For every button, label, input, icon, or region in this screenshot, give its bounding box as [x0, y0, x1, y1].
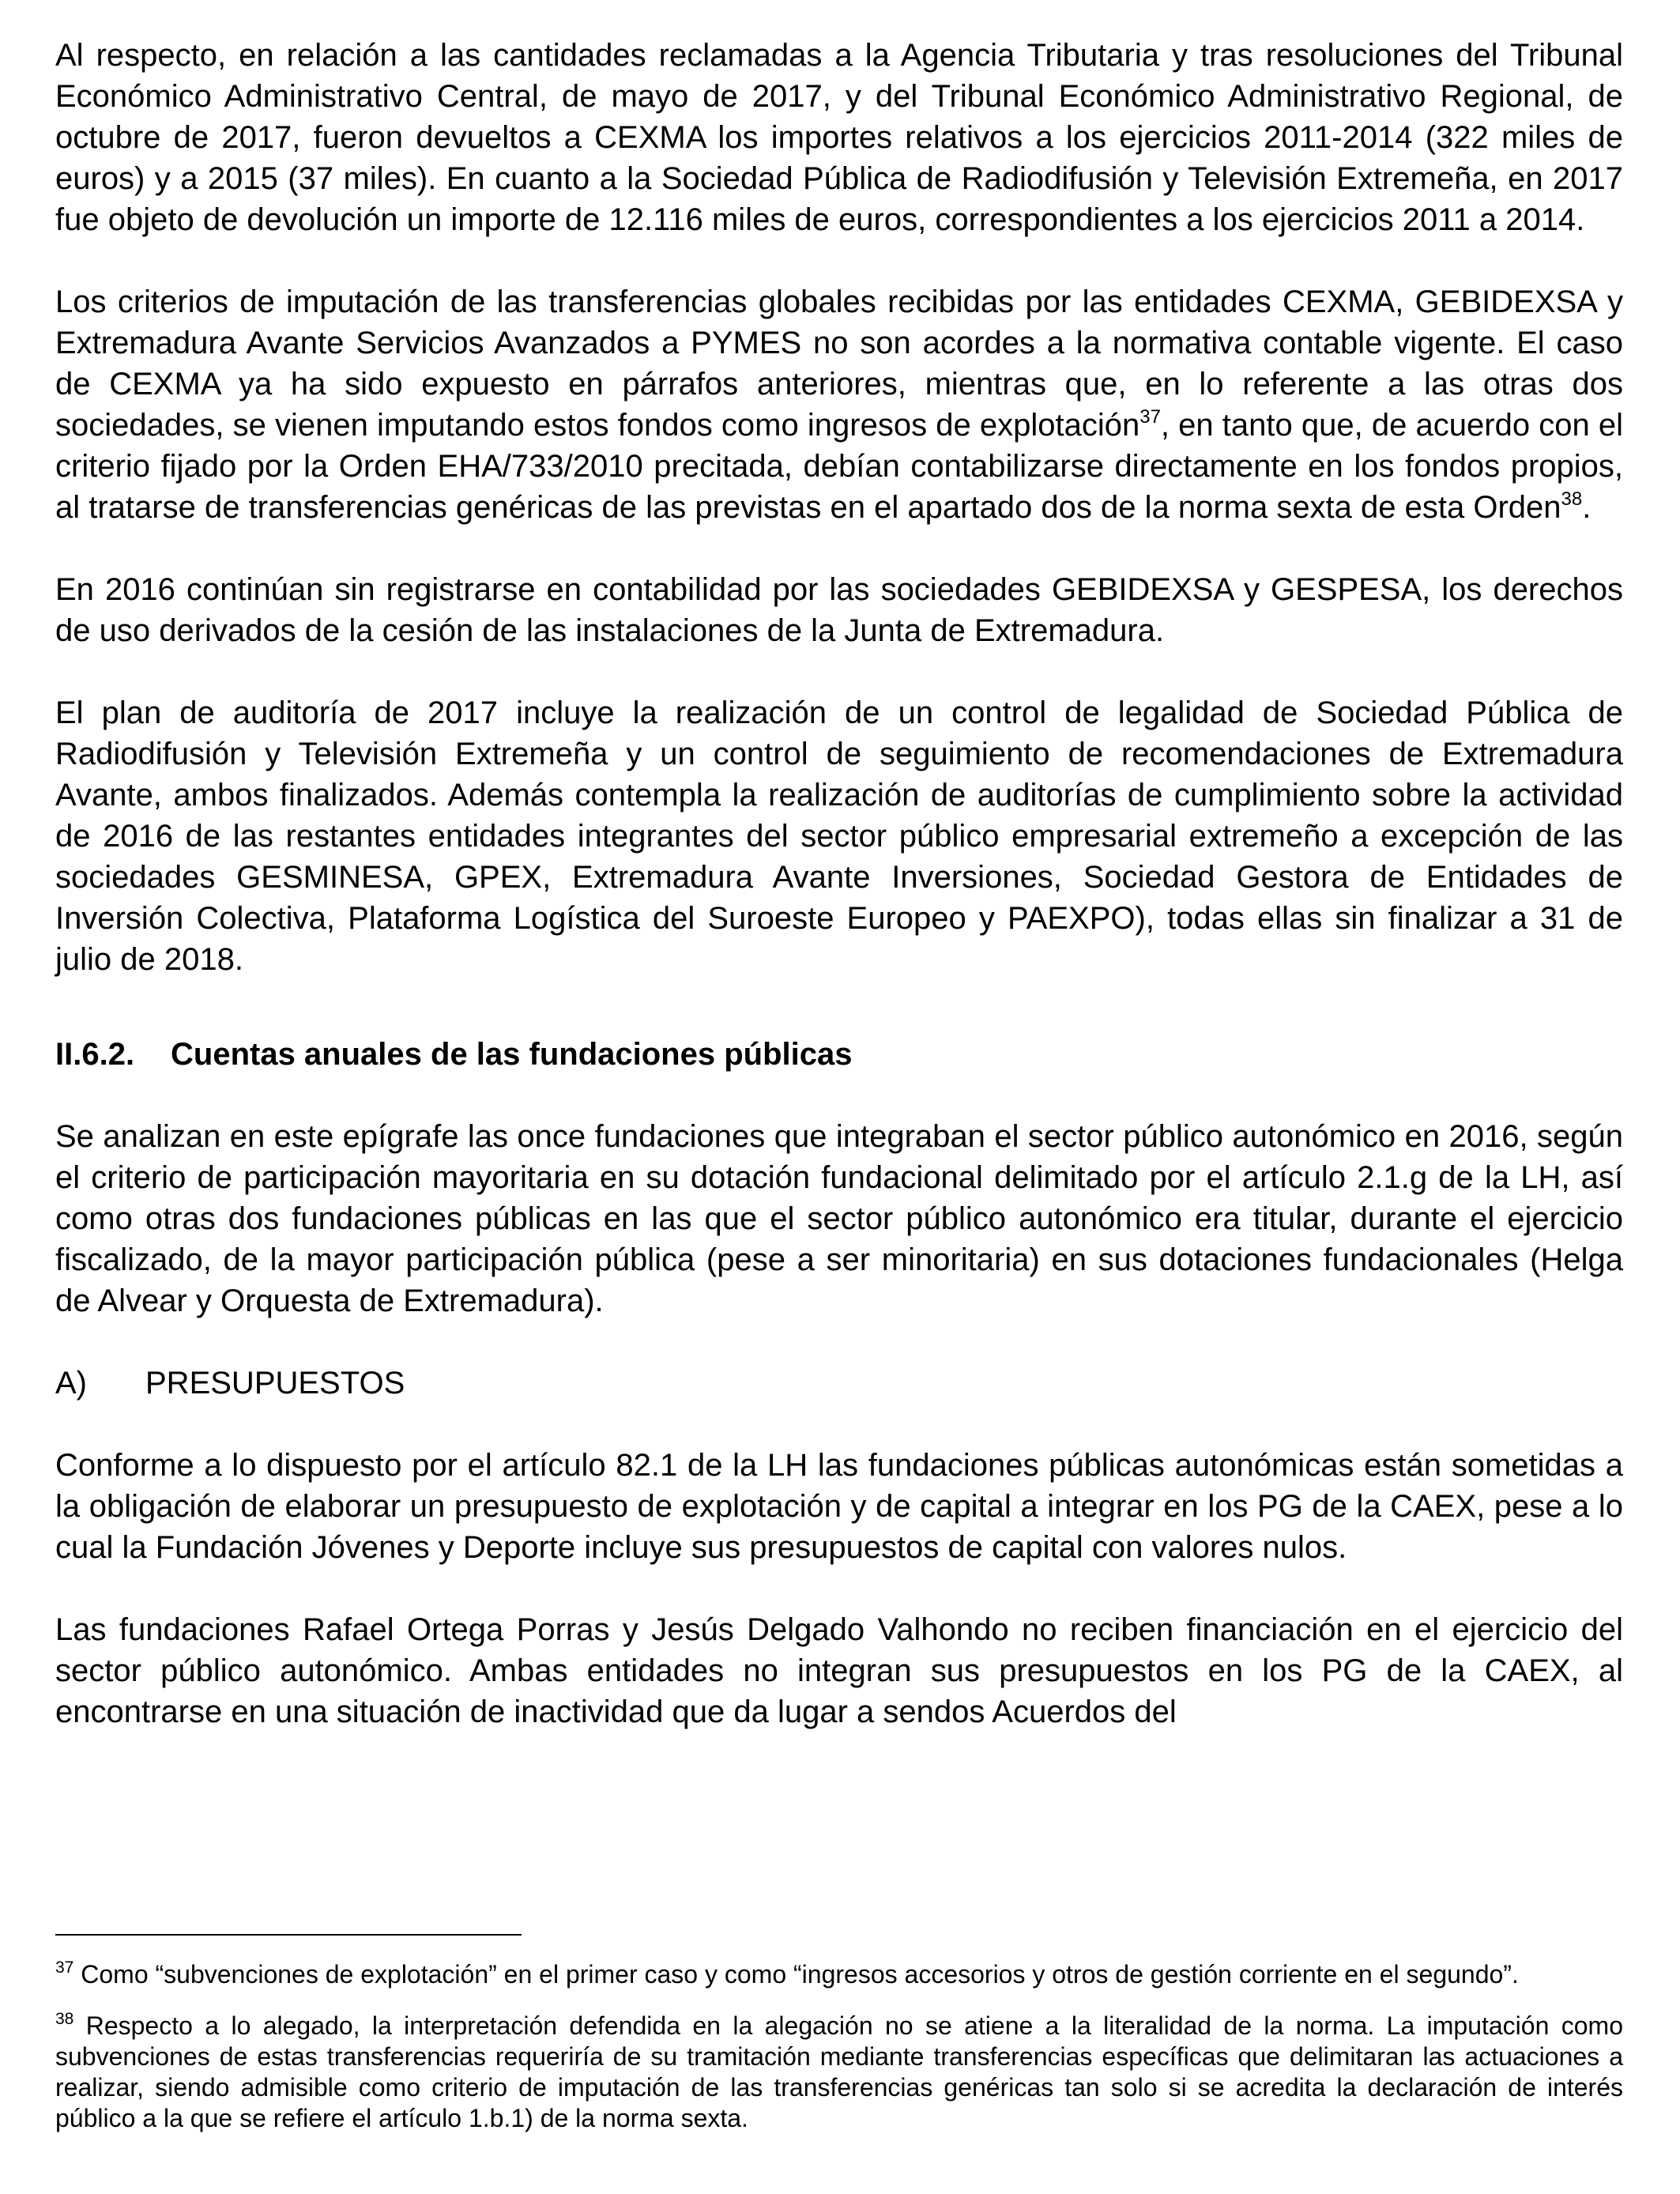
paragraph-text: . — [1582, 490, 1591, 525]
subsection-heading — [55, 1363, 1623, 1404]
paragraph-fundaciones-analizadas: Se analizan en este epígrafe las once fundaciones que integraban el sector público autonómico en 2016, según el criterio de participación mayoritaria en su dotación fundacional delimitado por el artículo 2.1.g de la LH, así como otras dos fundaciones públicas en las que el sector público autonómico era titular, durante el ejercicio fiscalizado, de la mayor participación pública (pese a ser minoritaria) en sus dotaciones fundacionales (Helga de Alvear y Orquesta de Extremadura). — [55, 1119, 1623, 1318]
footnote-38 — [55, 2011, 1623, 2134]
footnote-37 — [55, 1959, 1623, 1990]
footnotes — [55, 1934, 1623, 2154]
page-body — [55, 35, 1623, 1774]
paragraph-derechos-uso: En 2016 continúan sin registrarse en contabilidad por las sociedades GEBIDEXSA y GESPESA, los derechos de uso derivados de la cesión de las instalaciones de la Junta de Extremadura. — [55, 572, 1623, 648]
paragraph-presupuestos: Conforme a lo dispuesto por el artículo 82.1 de la LH las fundaciones públicas autonómicas están sometidas a la obligación de elaborar un presupuesto de explotación y de capital a integrar en los PG de la CAEX, pese a lo cual la Fundación Jóvenes y Deporte incluye sus presupuestos de capital con valores nulos. — [55, 1448, 1623, 1565]
paragraph-fundaciones-inactivas: Las fundaciones Rafael Ortega Porras y Jesús Delgado Valhondo no reciben financiación en el ejercicio del sector público autonómico. Ambas entidades no integran sus presupuestos en los PG de la CAEX, al encontrarse en una situación de inactividad que da lugar a sendos Acuerdos del — [55, 1612, 1623, 1729]
footnote-number: 37 — [55, 1958, 74, 1977]
subsection-title: PRESUPUESTOS — [145, 1366, 405, 1400]
paragraph-text: , en tanto que, de acuerdo con el criterio fijado por la Orden EHA/733/2010 precitada, debían contabilizarse directamente en los fondos propios, al tratarse de transferencias genéricas de las previstas en el apartado dos de la norma sexta de esta Orden — [55, 408, 1623, 525]
paragraph-text: Los criterios de imputación de las transferencias globales recibidas por las entidades CEXMA, GEBIDEXSA y Extremadura Avante Servicios Avanzados a PYMES no son acordes a la normativa contable vigente. El caso de CEXMA ya ha sido expuesto en párrafos anteriores, mientras que, en lo referente a las otras dos sociedades, se vienen imputando estos fondos como ingresos de explotación — [55, 285, 1623, 443]
footnote-ref-38[interactable]: 38 — [1561, 488, 1583, 510]
section-title: Cuentas anuales de las fundaciones públicas — [171, 1037, 853, 1072]
section-heading — [55, 1034, 1623, 1075]
subsection-number: A) — [55, 1366, 87, 1400]
footnote-text: Respecto a lo alegado, la interpretación defendida en la alegación no se atiene a la literalidad de la norma. La imputación como subvenciones de estas transferencias requeriría de su tramitación mediante transferencias específicas que delimitaran las actuaciones a realizar, siendo admisible como criterio de imputación de las transferencias genéricas tan solo si se acredita la declaración de interés público a la que se refiere el artículo 1.b.1) de la norma sexta. — [55, 2011, 1623, 2132]
paragraph-devoluciones: Al respecto, en relación a las cantidades reclamadas a la Agencia Tributaria y tras resoluciones del Tribunal Económico Administrativo Central, de mayo de 2017, y del Tribunal Económico Administrativo Regional, de octubre de 2017, fueron devueltos a CEXMA los importes relativos a los ejercicios 2011-2014 (322 miles de euros) y a 2015 (37 miles). En cuanto a la Sociedad Pública de Radiodifusión y Televisión Extremeña, en 2017 fue objeto de devolución un importe de 12.116 miles de euros, correspondientes a los ejercicios 2011 a 2014. — [55, 38, 1623, 237]
section-number: II.6.2. — [55, 1037, 135, 1072]
footnote-separator — [55, 1934, 522, 1936]
footnote-number: 38 — [55, 2010, 74, 2028]
footnote-text: Como “subvenciones de explotación” en el primer caso y como “ingresos accesorios y otros de gestión corriente en el segundo”. — [73, 1960, 1519, 1989]
paragraph-plan-auditoria: El plan de auditoría de 2017 incluye la realización de un control de legalidad de Sociedad Pública de Radiodifusión y Televisión Extremeña y un control de seguimiento de recomendaciones de Extremadura Avante, ambos finalizados. Además contempla la realización de auditorías de cumplimiento sobre la actividad de 2016 de las restantes entidades integrantes del sector público empresarial extremeño a excepción de las sociedades GESMINESA, GPEX, Extremadura Avante Inversiones, Sociedad Gestora de Entidades de Inversión Colectiva, Plataforma Logística del Suroeste Europeo y PAEXPO), todas ellas sin finalizar a 31 de julio de 2018. — [55, 696, 1623, 977]
footnote-ref-37[interactable]: 37 — [1139, 406, 1161, 428]
paragraph-criterios-imputacion — [55, 281, 1623, 528]
